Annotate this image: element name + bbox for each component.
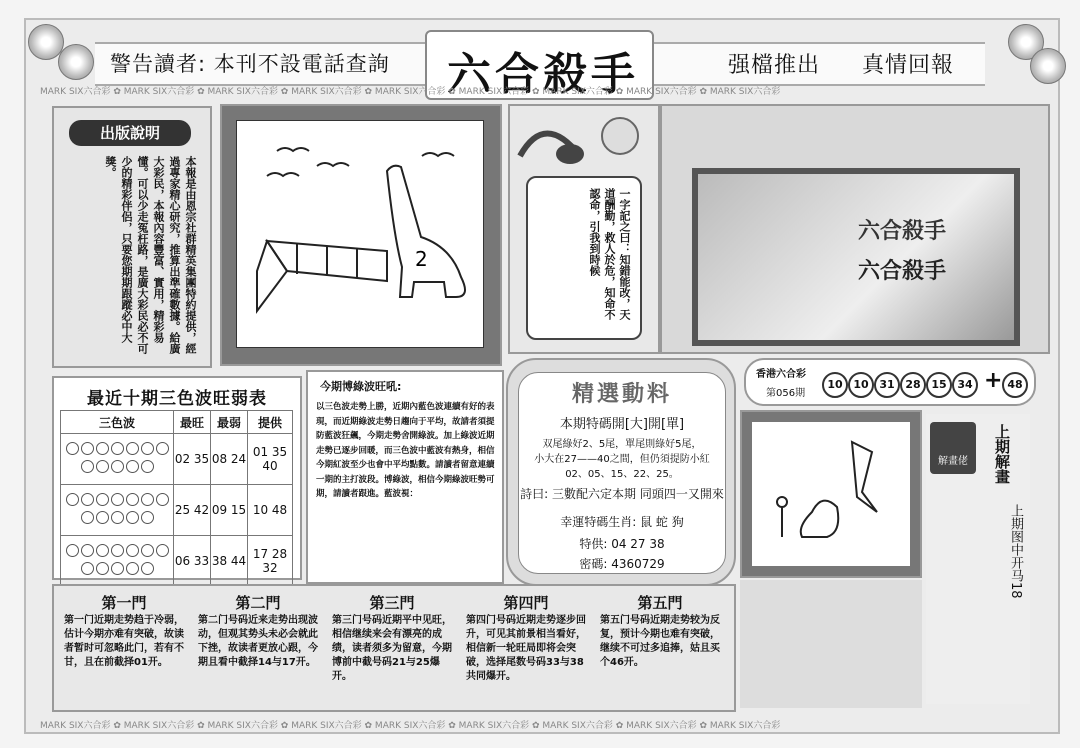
green-wave-text: 以三色波走勢上勝，近期內藍色波連續有好的表現，而近期綠波走勢日趨向于平均，故請者須提防藍波狂飆，今期走勢舍開綠波。加上綠波近期走勢已逐步回暖，而三色波中藍波有熱身，相信今期紅波至少也會中平均點數。請讀者留意連續一期的主打波段。博綠波，相信今期綠波旺勢可期，請讀者跟進。藍波視：: [316, 402, 495, 499]
cat-kite-illustration-icon: [752, 422, 910, 566]
photo-panel: [660, 104, 1050, 354]
column-header: 三色波: [61, 411, 174, 434]
scroll-panel: [508, 104, 660, 354]
color-wave-table-panel: [52, 376, 302, 580]
column-header: 最弱: [211, 411, 248, 434]
publication-notes: [52, 106, 212, 368]
number-dots: [61, 485, 174, 536]
special-line: 特供: 04 27 38: [579, 537, 665, 551]
result-ball: 28: [900, 372, 926, 398]
gate-text: 第三门号码近期平中见旺，相信继续来会有漂亮的成绩，读者须多为留意，今期博前中截号码21与25爆开。: [332, 615, 452, 682]
special-ball: 48: [1002, 372, 1028, 398]
solution-text: 上期图中开马18: [1008, 504, 1023, 599]
gate-title: 第一門: [101, 594, 147, 612]
flower-ornament-icon: [58, 44, 94, 80]
color-wave-table: [60, 410, 293, 587]
fine-line: 小大在27——40之間，但仍須提防小紅: [534, 454, 710, 465]
table-row: [61, 485, 293, 536]
photo-title: 六合殺手: [858, 219, 947, 244]
max-cell: 06 33: [174, 536, 211, 587]
results-period: 第056期: [766, 388, 806, 399]
mark-six-strip-bottom: MARK SIX六合彩 ✿ MARK SIX六合彩 ✿ MARK SIX六合彩 ✿ MARK SIX六合彩 ✿ MARK SIX六合彩 ✿ MARK SIX六合彩 ✿ MARK SIX六合彩 ✿ MARK SIX六合彩 ✿ MARK SIX六合彩: [40, 721, 781, 731]
result-ball: 31: [874, 372, 900, 398]
green-wave-title: 今期博綠波旺吼:: [320, 380, 402, 393]
fine-selection-card: [518, 372, 726, 574]
photo-image: [692, 168, 1020, 346]
gate-2: [194, 592, 322, 706]
puzzle-image: [236, 120, 484, 348]
scroll-parchment: [526, 176, 642, 340]
scroll-text: 一字記之曰：知錯能改，天道酬勤，救人於危，知命不認命，引我到時候: [588, 188, 631, 320]
solution-title: 上期解畫: [993, 424, 1011, 484]
last-issue-solution: [926, 414, 1030, 704]
gate-3: [328, 592, 456, 706]
warning-text: 警告讀者: 本刊不設電話查詢: [110, 52, 390, 76]
min-cell: 08 24: [211, 434, 248, 485]
slogan-right: 真情回報: [862, 53, 955, 78]
offer-cell: 01 35 40: [248, 434, 293, 485]
gate-title: 第五門: [637, 594, 683, 612]
puzzle-image-frame: [220, 104, 502, 366]
gate-1: [60, 592, 188, 706]
table-header-row: [61, 411, 293, 434]
zodiac-line: 幸運特碼生肖: 鼠 蛇 狗: [560, 515, 684, 529]
plus-sign: +: [984, 368, 1003, 393]
result-ball: 10: [848, 372, 874, 398]
dinosaur-illustration-icon: [237, 121, 483, 347]
max-cell: 02 35: [174, 434, 211, 485]
mark-six-strip-top: MARK SIX六合彩 ✿ MARK SIX六合彩 ✿ MARK SIX六合彩 ✿ MARK SIX六合彩 ✿ MARK SIX六合彩 ✿ MARK SIX六合彩 ✿ MARK SIX六合彩 ✿ MARK SIX六合彩 ✿ MARK SIX六合彩: [40, 87, 781, 97]
gate-text: 第二门号码近来走势出现波动，但观其势头未必会就此下挫，故读者更放心跟，今期且看中截择14与17开。: [198, 615, 318, 668]
solver-label: 解畫佬: [938, 456, 968, 467]
gate-text: 第五门号码近期走势较为反复，预计今期也难有突破，继续不可过多追捧，姑且买个46开。: [600, 615, 720, 668]
flower-ornament-icon: [1030, 48, 1066, 84]
code-line: 密碼: 4360729: [579, 557, 665, 571]
table-row: [61, 536, 293, 587]
page-title: 六合殺手: [447, 49, 639, 100]
results-title: 香港六合彩: [756, 369, 806, 380]
fine-line: 02、05、15、22、25。: [565, 469, 679, 480]
solver-icon: [930, 422, 976, 474]
results-bar: [744, 358, 1036, 406]
result-ball: 15: [926, 372, 952, 398]
column-header: 最旺: [174, 411, 211, 434]
five-gates-panel: [52, 584, 736, 712]
slogan-left: 强檔推出: [728, 53, 821, 78]
max-cell: 25 42: [174, 485, 211, 536]
result-ball: 10: [822, 372, 848, 398]
fine-line: 本期特碼開[大]開[單]: [559, 417, 685, 432]
gate-text: 第四门号码近期走势逐步回升，可见其前景相当看好，相信新一轮旺局即将会突破，选择尾数号码33与38共同爆开。: [466, 615, 586, 682]
number-dots: [61, 434, 174, 485]
min-cell: 09 15: [211, 485, 248, 536]
number-dots: [61, 536, 174, 587]
gate-title: 第三門: [369, 594, 415, 612]
table-row: [61, 434, 293, 485]
rainbow-pot-icon: [510, 106, 658, 166]
offer-cell: 10 48: [248, 485, 293, 536]
decorative-pattern: [740, 580, 922, 708]
last-issue-image-frame: [740, 410, 922, 578]
fine-selection-panel: [506, 358, 736, 586]
gate-5: [596, 592, 724, 706]
result-ball: 34: [952, 372, 978, 398]
publication-title: 出版說明: [69, 120, 191, 146]
color-wave-title: 最近十期三色波旺弱表: [87, 389, 267, 409]
min-cell: 38 44: [211, 536, 248, 587]
green-wave-panel: [306, 370, 504, 584]
gate-text: 第一门近期走势趋于冷弱，估计今期亦难有突破，故读者暂时可忽略此门，若有不甘，且在前截择01开。: [64, 615, 184, 668]
publication-text: 本報是由恩宗社群精英集團特約提供，經過專家精心研究，推算出準確數據。給廣大彩民，本報內容豐富、實用，精彩易懂。可以少走冤枉路，是廣大彩民必不可少的精彩伴侶，只要您期期跟蹤必中大獎。: [104, 156, 197, 354]
column-header: 提供: [248, 411, 293, 434]
gate-title: 第四門: [503, 594, 549, 612]
gate-title: 第二門: [235, 594, 281, 612]
photo-subtitle: 六合殺手: [858, 259, 947, 284]
gate-4: [462, 592, 590, 706]
svg-text:2: 2: [415, 247, 428, 271]
last-issue-image: [752, 422, 910, 566]
fine-selection-title: 精選動料: [571, 382, 672, 407]
poem-line: 詩曰: 三數配六定本期 同頭四一又開來: [520, 487, 724, 501]
fine-line: 双尾綠好2、5尾，單尾則綠好5尾，: [542, 439, 702, 450]
offer-cell: 17 28 32: [248, 536, 293, 587]
